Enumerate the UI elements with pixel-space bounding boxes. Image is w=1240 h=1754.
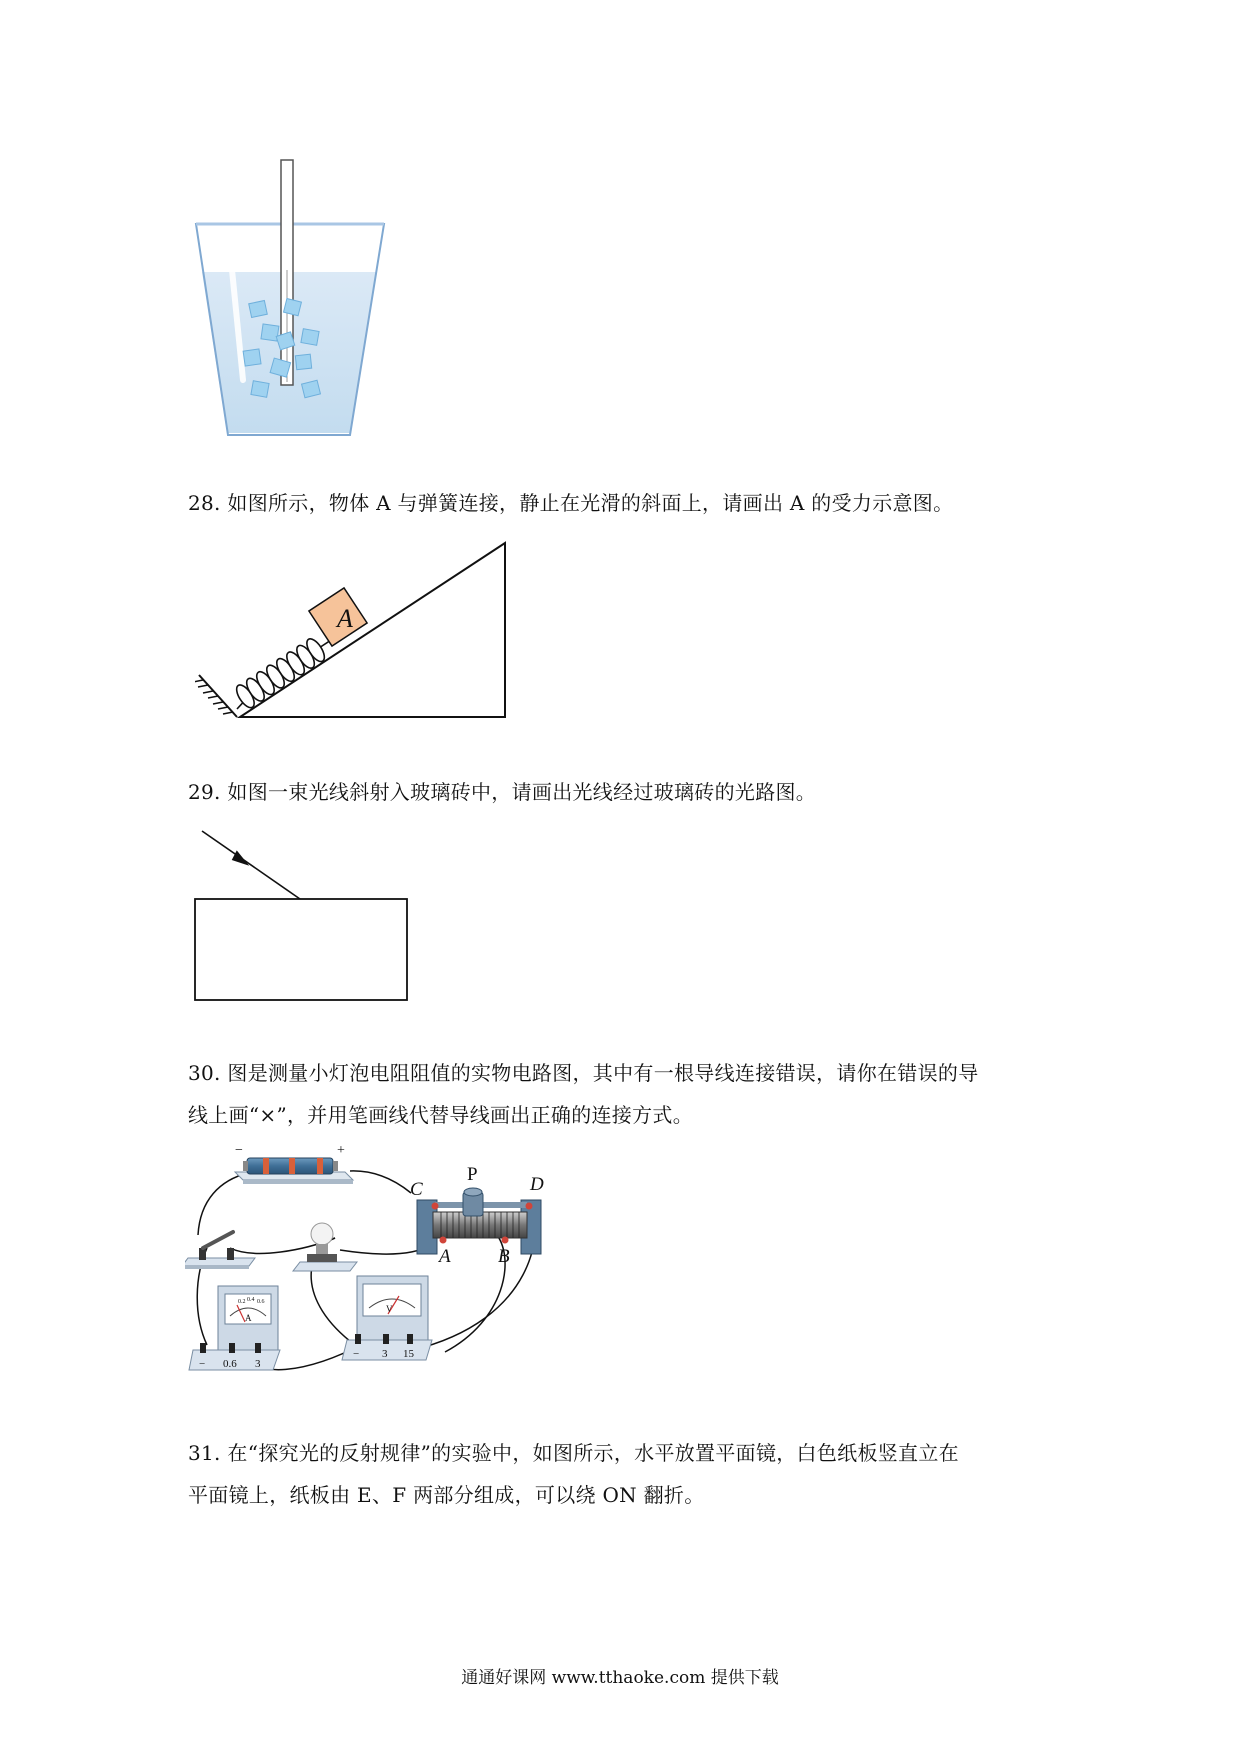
ammeter	[189, 1286, 280, 1370]
question-number: 29.	[188, 780, 221, 804]
battery-minus-label: −	[235, 1143, 243, 1158]
incline-spring-figure	[195, 535, 515, 725]
page-footer	[0, 1663, 1240, 1688]
question-31	[188, 1432, 959, 1516]
ammeter-scale-2: 0.4	[247, 1297, 255, 1303]
voltmeter-terminal-3: 3	[382, 1348, 388, 1360]
rheostat-label-b: B	[498, 1246, 510, 1267]
question-number: 30.	[188, 1061, 221, 1085]
voltmeter-terminal-minus: −	[353, 1348, 360, 1360]
ammeter-scale-3: 0.6	[257, 1299, 265, 1305]
rheostat-label-d: D	[530, 1174, 544, 1195]
switch	[185, 1232, 255, 1269]
beaker-ice-figure	[190, 150, 400, 440]
question-text-line-1: 在“探究光的反射规律”的实验中，如图所示，水平放置平面镜，白色纸板竖直立在	[227, 1441, 959, 1465]
battery-plus-label: +	[337, 1143, 345, 1158]
voltmeter-terminal-15: 15	[403, 1348, 414, 1360]
question-number: 31.	[188, 1441, 221, 1465]
question-text: 如图一束光线斜射入玻璃砖中，请画出光线经过玻璃砖的光路图。	[227, 780, 817, 804]
voltmeter	[342, 1276, 432, 1360]
ammeter-scale-1: 0.2	[238, 1299, 246, 1305]
question-30	[188, 1052, 979, 1136]
circuit-figure	[185, 1140, 605, 1395]
question-text-line-1: 图是测量小灯泡电阻阻值的实物电路图，其中有一根导线连接错误，请你在错误的导	[227, 1061, 979, 1085]
rheostat-label-p: P	[467, 1164, 478, 1185]
question-text-line-2: 平面镜上，纸板由 E、F 两部分组成，可以绕 ON 翻折。	[188, 1483, 705, 1507]
question-28	[188, 482, 953, 524]
voltmeter-symbol: V	[386, 1304, 393, 1314]
rheostat-label-c: C	[410, 1179, 423, 1200]
ammeter-terminal-minus: −	[199, 1358, 206, 1370]
ammeter-terminal-0-6: 0.6	[223, 1358, 237, 1370]
battery	[235, 1143, 353, 1184]
question-text-line-2: 线上画“×”，并用笔画线代替导线画出正确的连接方式。	[188, 1103, 694, 1127]
ammeter-symbol: A	[245, 1313, 252, 1323]
block-a-label: A	[337, 604, 353, 633]
rheostat	[410, 1164, 544, 1267]
question-29	[188, 771, 816, 813]
rheostat-label-a: A	[439, 1246, 451, 1267]
question-number: 28.	[188, 491, 221, 515]
ammeter-terminal-3: 3	[255, 1358, 261, 1370]
bulb	[293, 1223, 357, 1271]
glass-brick-figure	[190, 825, 415, 1005]
footer-text: 通通好课网 www.tthaoke.com 提供下载	[461, 1668, 779, 1688]
question-text: 如图所示，物体 A 与弹簧连接，静止在光滑的斜面上，请画出 A 的受力示意图。	[227, 491, 954, 515]
